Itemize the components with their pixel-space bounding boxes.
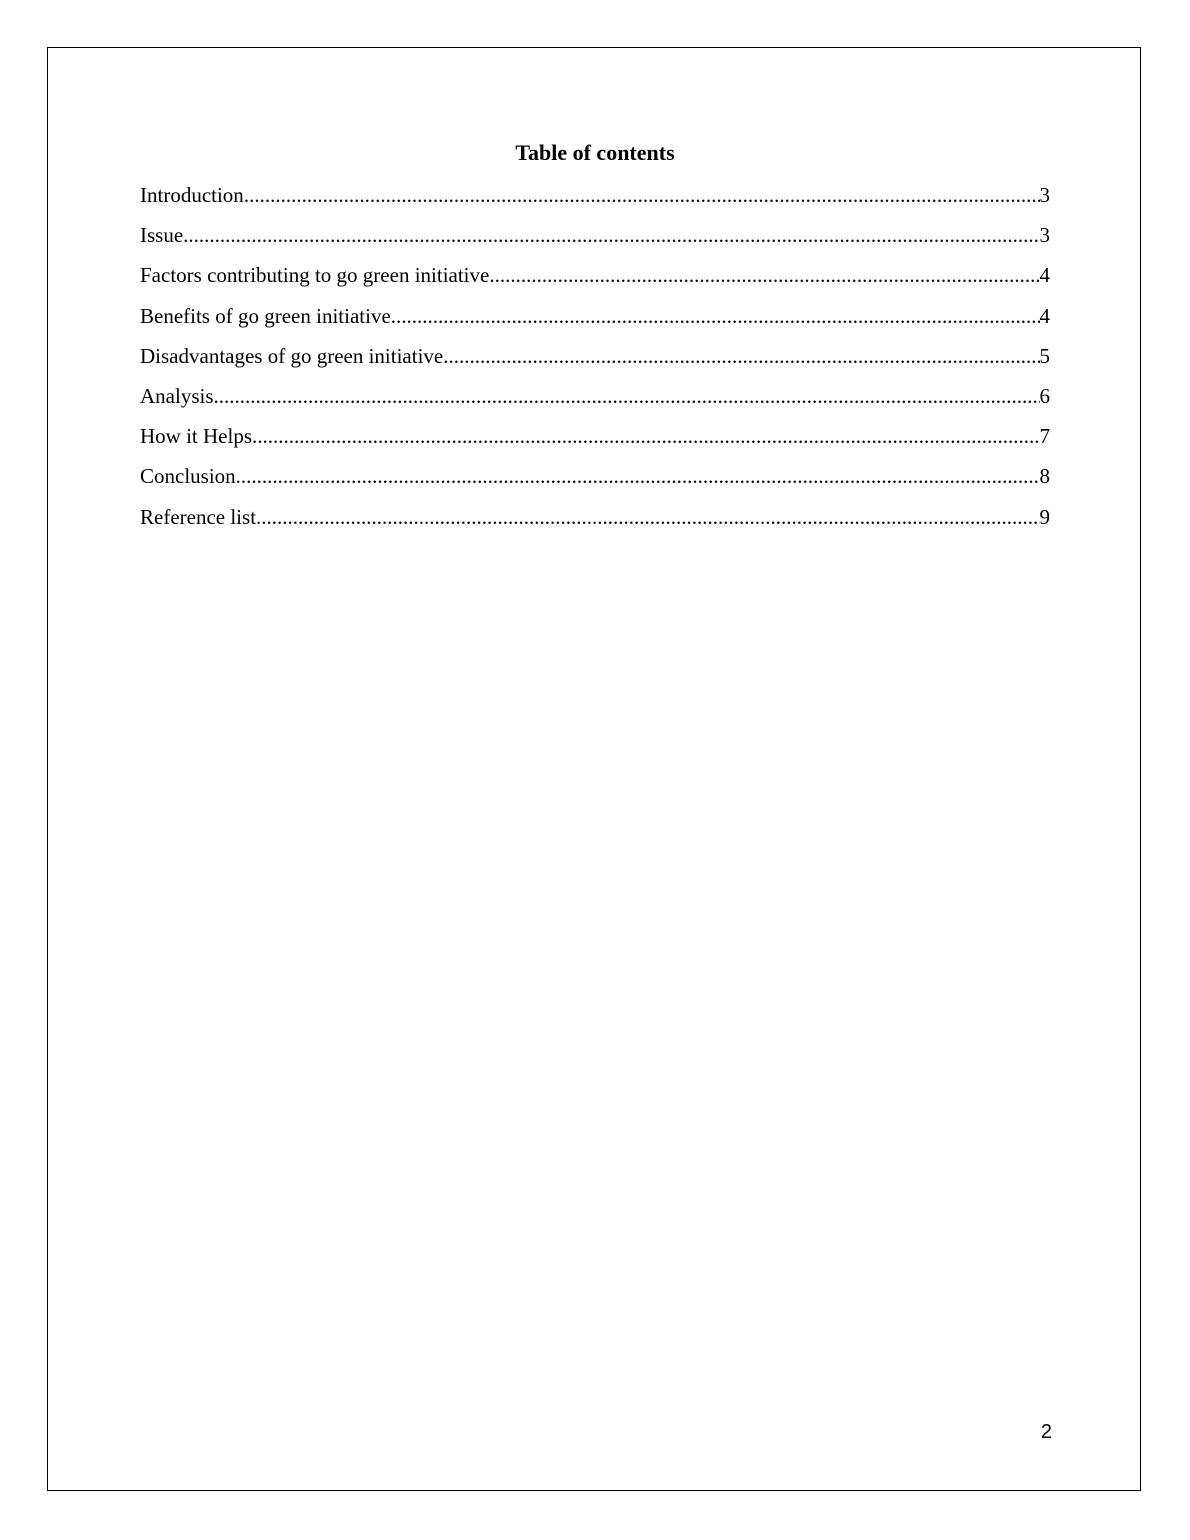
toc-entry-page: 4 xyxy=(1039,263,1050,288)
toc-entry-page: 6 xyxy=(1039,383,1050,408)
toc-entry-page: 3 xyxy=(1039,183,1050,207)
toc-list xyxy=(140,182,1050,544)
toc-leader-dots xyxy=(252,423,1040,449)
toc-entry-label: Analysis xyxy=(140,383,214,408)
toc-leader-dots xyxy=(391,303,1040,329)
toc-entry-how-it-helps[interactable] xyxy=(140,423,1050,463)
toc-leader-dots xyxy=(443,343,1039,369)
toc-leader-dots xyxy=(244,182,1040,208)
toc-entry-page: 8 xyxy=(1039,464,1050,489)
toc-entry-conclusion[interactable] xyxy=(140,463,1050,503)
toc-entry-page: 7 xyxy=(1039,424,1050,449)
toc-entry-label: Introduction xyxy=(140,183,244,207)
toc-title: Table of contents xyxy=(515,140,675,165)
toc-entry-analysis[interactable] xyxy=(140,383,1050,423)
toc-leader-dots xyxy=(256,504,1039,530)
toc-entry-reference-list[interactable] xyxy=(140,504,1050,544)
toc-entry-issue[interactable] xyxy=(140,222,1050,262)
toc-entry-label: Disadvantages of go green initiative xyxy=(140,343,444,368)
toc-entry-label: Issue xyxy=(140,223,184,248)
toc-entry-label: Conclusion xyxy=(140,464,236,489)
toc-entry-label: Reference list xyxy=(140,504,257,529)
toc-leader-dots xyxy=(236,463,1040,489)
toc-leader-dots xyxy=(214,383,1040,409)
toc-entry-benefits[interactable] xyxy=(140,303,1050,343)
toc-entry-factors[interactable] xyxy=(140,262,1050,302)
toc-entry-introduction[interactable] xyxy=(140,182,1050,222)
toc-entry-page: 4 xyxy=(1039,303,1050,328)
toc-entry-label: Benefits of go green initiative xyxy=(140,303,391,328)
toc-leader-dots xyxy=(489,262,1039,288)
toc-entry-disadvantages[interactable] xyxy=(140,343,1050,383)
toc-entry-page: 9 xyxy=(1039,504,1050,529)
toc-entry-label: How it Helps xyxy=(140,424,252,449)
toc-leader-dots xyxy=(183,222,1039,248)
page-number: 2 xyxy=(1040,1421,1052,1443)
toc-entry-page: 5 xyxy=(1039,343,1050,368)
toc-entry-page: 3 xyxy=(1039,223,1050,248)
toc-entry-label: Factors contributing to go green initiative xyxy=(140,263,490,288)
